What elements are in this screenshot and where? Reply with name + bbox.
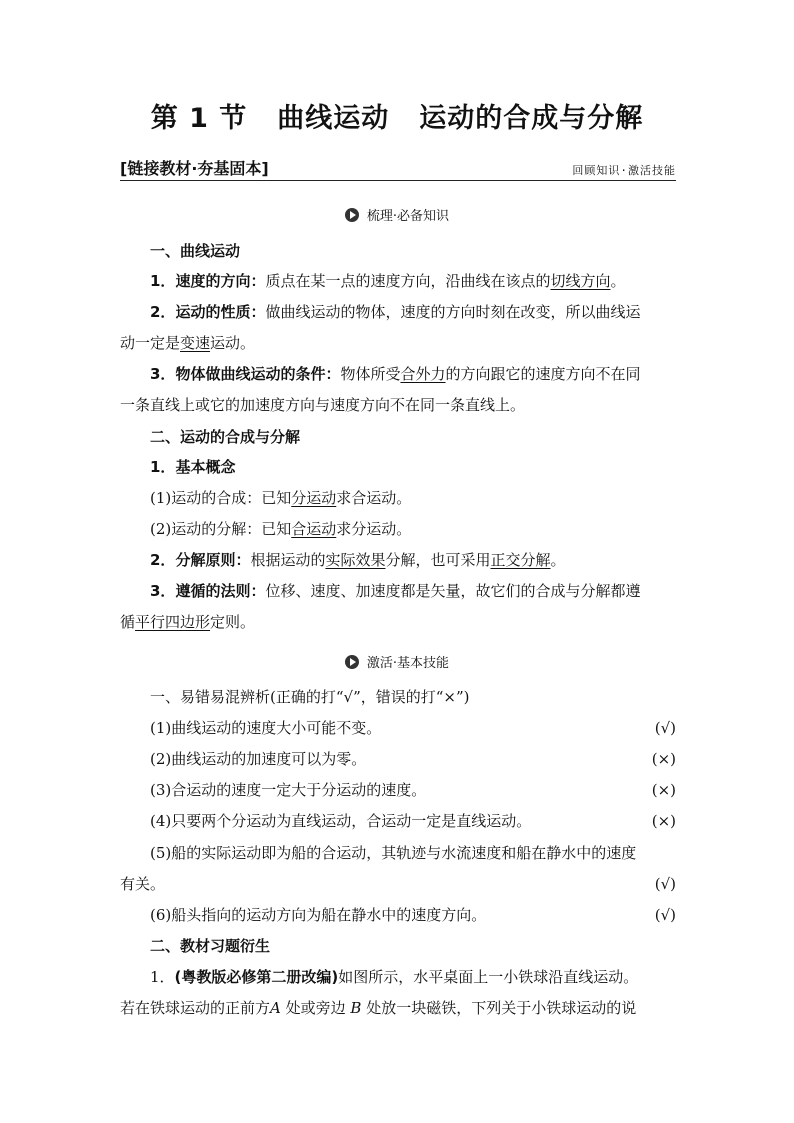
answer-blank: 正交分解 [490,551,551,569]
paragraph-curve-condition-cont: 一条直线上或它的加速度方向与速度方向不在同一条直线上。 [120,396,526,414]
question-1: 1．(粤教版必修第二册改编)如图所示，水平桌面上一小铁球沿直线运动。 [150,968,639,986]
answer-blank: 分运动 [291,489,337,507]
judgement-mark: (×) [651,750,676,768]
paragraph-velocity-direction: 1．速度的方向：质点在某一点的速度方向，沿曲线在该点的切线方向。 [150,272,626,290]
judgement-item: (6)船头指向的运动方向为船在静水中的速度方向。 (√) [150,906,676,924]
section-heading-knowledge: 梳理·必备知识 [0,205,794,224]
judgement-item: (5)船的实际运动即为船的合运动，其轨迹与水流速度和船在静水中的速度 [150,844,637,862]
judgement-mark: (√) [654,906,676,924]
question-1-cont: 若在铁球运动的正前方A 处或旁边 B 处放一块磁铁，下列关于小铁球运动的说 [120,999,637,1017]
paragraph-curve-condition: 3．物体做曲线运动的条件：物体所受合外力的方向跟它的速度方向不在同 [150,365,641,383]
answer-blank: 变速 [180,334,211,352]
paragraph-composition-def: (1)运动的合成：已知分运动求合运动。 [150,489,412,507]
paragraph-rule: 3．遵循的法则：位移、速度、加速度都是矢量，故它们的合成与分解都遵 [150,582,641,600]
answer-blank: 合运动 [291,520,337,538]
answer-blank: 切线方向 [550,272,611,290]
heading-composition: 二、运动的合成与分解 [150,428,301,446]
judgement-item: (2)曲线运动的加速度可以为零。 (×) [150,750,676,768]
paragraph-decomposition-def: (2)运动的分解：已知合运动求分运动。 [150,520,412,538]
answer-blank: 平行四边形 [135,613,211,631]
page-title [0,96,794,135]
heading-curve-motion: 一、曲线运动 [150,242,241,260]
paragraph-rule-cont: 循平行四边形定则。 [120,613,256,631]
play-circle-icon [345,208,359,222]
judgement-item: (4)只要两个分运动为直线运动，合运动一定是直线运动。 (×) [150,812,676,830]
judgement-item-cont: 有关。 (√) [120,875,676,893]
band-right-label: 回顾知识·激活技能 [572,164,676,177]
judgement-mark: (×) [651,812,676,830]
play-circle-icon [345,655,359,669]
judgement-mark: (√) [654,875,676,893]
title-topic: 曲线运动 [277,103,390,134]
judgement-mark: (×) [651,781,676,799]
heading-true-false: 一、易错易混辨析(正确的打“√”，错误的打“×”) [150,688,470,706]
section-heading-skills: 激活·基本技能 [0,652,794,671]
judgement-item: (3)合运动的速度一定大于分运动的速度。 (×) [150,781,676,799]
judgement-mark: (√) [654,719,676,737]
section-band [120,156,676,181]
paragraph-basic-concepts: 1．基本概念 [150,458,236,476]
paragraph-motion-nature-cont: 动一定是变速运动。 [120,334,256,352]
paragraph-decomposition-principle: 2．分解原则：根据运动的实际效果分解，也可采用正交分解。 [150,551,566,569]
band-left-label: [链接教材·夯基固本] [120,159,269,178]
title-subtopic: 运动的合成与分解 [419,103,644,134]
judgement-item: (1)曲线运动的速度大小可能不变。 (√) [150,719,676,737]
paragraph-motion-nature: 2．运动的性质：做曲线运动的物体，速度的方向时刻在改变，所以曲线运 [150,303,641,321]
answer-blank: 实际效果 [325,551,386,569]
heading-textbook-exercises: 二、教材习题衍生 [150,937,271,955]
title-section-number: 第 1 节 [150,103,248,134]
answer-blank: 合外力 [400,365,446,383]
